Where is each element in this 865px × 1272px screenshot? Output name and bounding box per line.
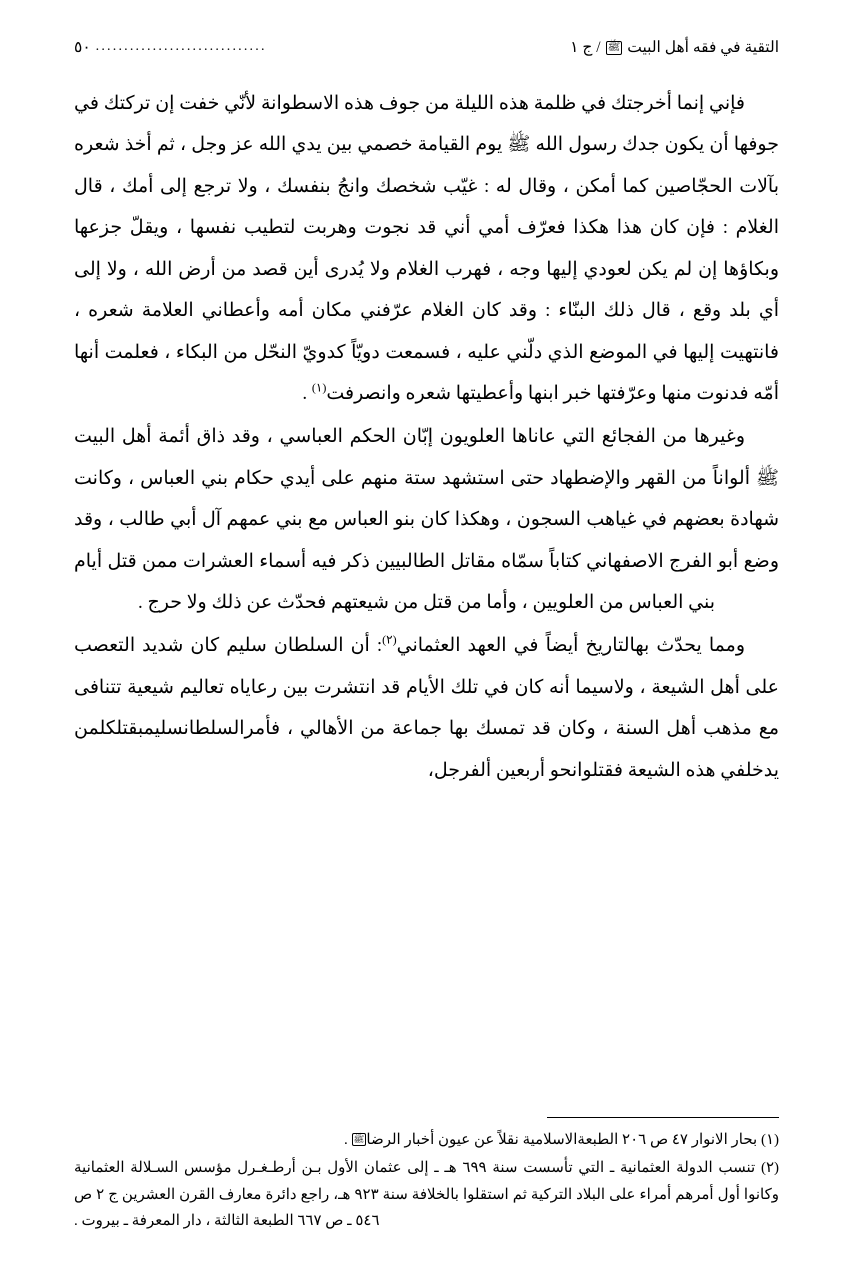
book-title: التقية في فقه أهل البيت [627, 39, 779, 56]
header-title-group [570, 38, 779, 57]
footnote-1 [74, 1127, 779, 1154]
paragraph-2-text: وغيرها من الفجائع التي عاناها العلويون إبّان الحكم العباسي ، وقد ذاق أئمة أهل البيت ﷺ ألواناً من القهر والإضطهاد حتى استشهد ستة منهم على أيدي حكام بني العباس ، وكانت شهادة بعضهم في غياهب السجون ، وهكذا كان بنو العباس مع بني عمهم آل أبي طالب ، وقد وضع أبو الفرج الاصفهاني كتاباً سمّاه مقاتل الطالبيين ذكر فيه أسماء العشرات ممن قتل أيام بني العباس من العلويين ، وأما من قتل من شيعتهم فحدّث عن ذلك ولا حرج . [74, 426, 779, 613]
paragraph-3-text-after: : أن السلطان سليم كان شديد التعصب على أهل الشيعة ، ولاسيما أنه كان في تلك الأيام قد انتشرت بين رعاياه تعاليم شيعية تتنافى مع مذهب أهل السنة ، وكان قد تمسك بها جماعة من الأهالي ، فأمرالسلطانسليمبقتلكلمن يدخلفي هذه الشيعة فقتلوانحو أربعين ألفرجل، [74, 635, 779, 781]
footnote-1-tail: . [344, 1132, 352, 1149]
page-number: ٥٠ [74, 39, 91, 56]
footnote-2-text: تنسب الدولة العثمانية ـ التي تأسست سنة ٦٩٩ هـ ـ إلى عثمان الأول بـن أرطـغـرل مؤسس السـلالة العثمانية وكانوا أول أمرهم أمراء على البلاد التركية ثم استقلوا بالخلافة سنة ٩٢٣ هـ، راجع دائرة معارف القرن العشرين ج ٢ ص ٥٤٦ ـ ص ٦٦٧ الطبعة الثالثة ، دار المعرفة ـ بيروت . [74, 1159, 779, 1230]
footnote-1-text: بحار الانوار ٤٧ ص ٢٠٦ الطبعةالاسلامية نقلاً عن عيون أخبار الرضا [366, 1132, 758, 1149]
honorific-icon: ﷺ [353, 1134, 365, 1145]
footnote-1-marker: (١) [760, 1132, 779, 1149]
paragraph-1-text: فإني إنما أخرجتك في ظلمة هذه الليلة من جوف هذه الاسطوانة لأنّي خفت إن تركتك في جوفها أن يكون جدك رسول الله ﷺ يوم القيامة خصمي بين يدي الله عز وجل ، ثم أخذ شعره بآلات الحجّاصين كما أمكن ، وقال له : غيّب شخصك وانجُ بنفسك ، ولا ترجع إلى أمك ، قال الغلام : فإن كان هذا هكذا فعرّف أمي أني قد نجوت وهربت لتطيب نفسها ، ويقلّ جزعها وبكاؤها إن لم يكن لعودي إليها وجه ، فهرب الغلام ولا يُدرى أين قصد من أرض الله ، ولا إلى أي بلد وقع ، قال ذلك البنّاء : وقد كان الغلام عرّفني مكان أمه وأعطاني العلامة شعره ، فانتهيت إليها في الموضع الذي دلّني عليه ، فسمعت دويّاً كدويّ النحّل من البكاء ، فعلمت أنها أمّه فدنوت منها وعرّفتها خبر ابنها وأعطيتها شعره وانصرفت [74, 93, 779, 404]
footnote-2 [74, 1155, 779, 1235]
header-dots: .............................. [95, 39, 267, 54]
footnotes-section [74, 1117, 779, 1236]
volume-label: / ج ١ [570, 39, 601, 56]
honorific-icon: ﷺ [606, 41, 623, 55]
paragraph-3-text-before: ومما يحدّث بهالتاريخ أيضاً في العهد العثماني [396, 635, 746, 657]
header-page-group [74, 38, 267, 57]
footnote-divider [547, 1117, 779, 1118]
page-body [74, 83, 779, 791]
page-header [74, 38, 779, 57]
paragraph-3 [74, 625, 779, 791]
paragraph-1-tail: . [302, 382, 312, 404]
paragraph-2 [74, 416, 779, 623]
footnote-ref-1: (١) [311, 380, 327, 395]
footnote-ref-2: (٢) [382, 633, 397, 648]
paragraph-1 [74, 83, 779, 414]
footnote-2-marker: (٢) [760, 1159, 779, 1176]
